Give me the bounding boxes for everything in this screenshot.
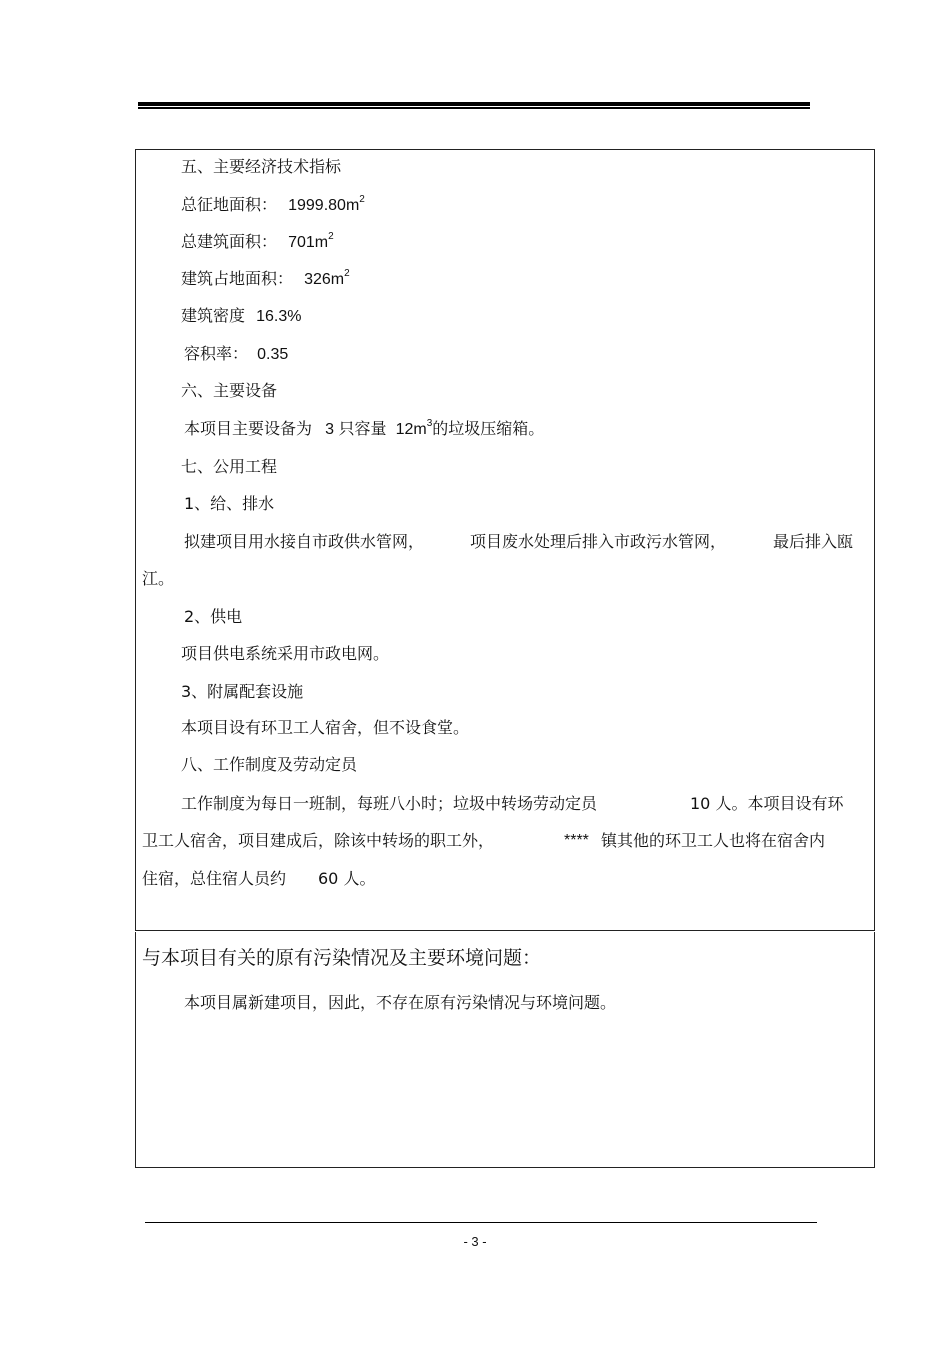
- power-text: 项目供电系统采用市政电网。: [181, 644, 390, 663]
- far-value: 0.35: [257, 346, 289, 363]
- work-text-line3b: 60 人。: [318, 869, 376, 888]
- section8-heading: 八、工作制度及劳动定员: [181, 755, 358, 774]
- work-text-line3a: 住宿，总住宿人员约: [142, 869, 287, 888]
- footprint-row: [181, 269, 350, 290]
- work-text-line2a: 卫工人宿舍，项目建成后，除该中转场的职工外，: [142, 831, 495, 850]
- page-number: - 3 -: [463, 1234, 487, 1249]
- footprint-unit-sup: 2: [344, 267, 350, 279]
- far-row: [184, 344, 288, 365]
- facilities-heading: 3、附属配套设施: [181, 682, 304, 701]
- density-row: [181, 306, 301, 327]
- water-text-line1a: 拟建项目用水接自市政供水管网，: [184, 532, 425, 551]
- section5-heading: 五、主要经济技术指标: [181, 157, 342, 176]
- land-area-unit-sup: 2: [359, 193, 365, 205]
- work-text-line1a: 工作制度为每日一班制，每班八小时；垃圾中转场劳动定员: [181, 794, 598, 813]
- land-area-row: [181, 195, 365, 216]
- far-label: 容积率：: [184, 344, 249, 363]
- work-text-line2b: ****: [564, 832, 589, 849]
- section7-heading: 七、公用工程: [181, 457, 278, 476]
- power-heading: 2、供电: [184, 607, 243, 626]
- floor-area-unit-sup: 2: [328, 230, 334, 242]
- water-text-line1c: 最后排入瓯: [773, 532, 854, 551]
- equipment-text-a: 本项目主要设备为: [184, 419, 313, 438]
- land-area-label: 总征地面积：: [181, 195, 278, 214]
- equipment-text-c: 12m: [395, 421, 427, 438]
- pollution-heading: 与本项目有关的原有污染情况及主要环境问题：: [142, 947, 542, 969]
- work-text-line1b: 10 人。本项目设有环: [690, 794, 844, 813]
- water-text-line2: 江。: [142, 569, 175, 588]
- water-text-line1b: 项目废水处理后排入市政污水管网，: [470, 532, 727, 551]
- equipment-text-b: 3 只容量: [325, 421, 387, 438]
- footer-rule: [145, 1222, 817, 1223]
- floor-area-label: 总建筑面积：: [181, 232, 278, 251]
- density-label: 建筑密度: [181, 306, 246, 325]
- header-rule-thick: [138, 102, 810, 106]
- footprint-label: 建筑占地面积：: [181, 269, 294, 288]
- land-area-value: 1999.80m: [288, 197, 360, 214]
- work-text-line2c: 镇其他的环卫工人也将在宿舍内: [601, 831, 826, 850]
- equipment-unit-sup: 3: [426, 417, 433, 429]
- section6-heading: 六、主要设备: [181, 381, 278, 400]
- density-value: 16.3%: [256, 308, 302, 325]
- floor-area-row: [181, 232, 334, 253]
- pollution-text: 本项目属新建项目，因此，不存在原有污染情况与环境问题。: [184, 993, 617, 1012]
- facilities-text: 本项目设有环卫工人宿舍，但不设食堂。: [181, 718, 470, 737]
- footprint-value: 326m: [304, 271, 345, 288]
- equipment-text-d: 的垃圾压缩箱。: [432, 419, 545, 438]
- equipment-text: [184, 419, 544, 440]
- water-heading: 1、给、排水: [184, 494, 275, 513]
- header-rule-thin: [138, 107, 810, 109]
- floor-area-value: 701m: [288, 234, 329, 251]
